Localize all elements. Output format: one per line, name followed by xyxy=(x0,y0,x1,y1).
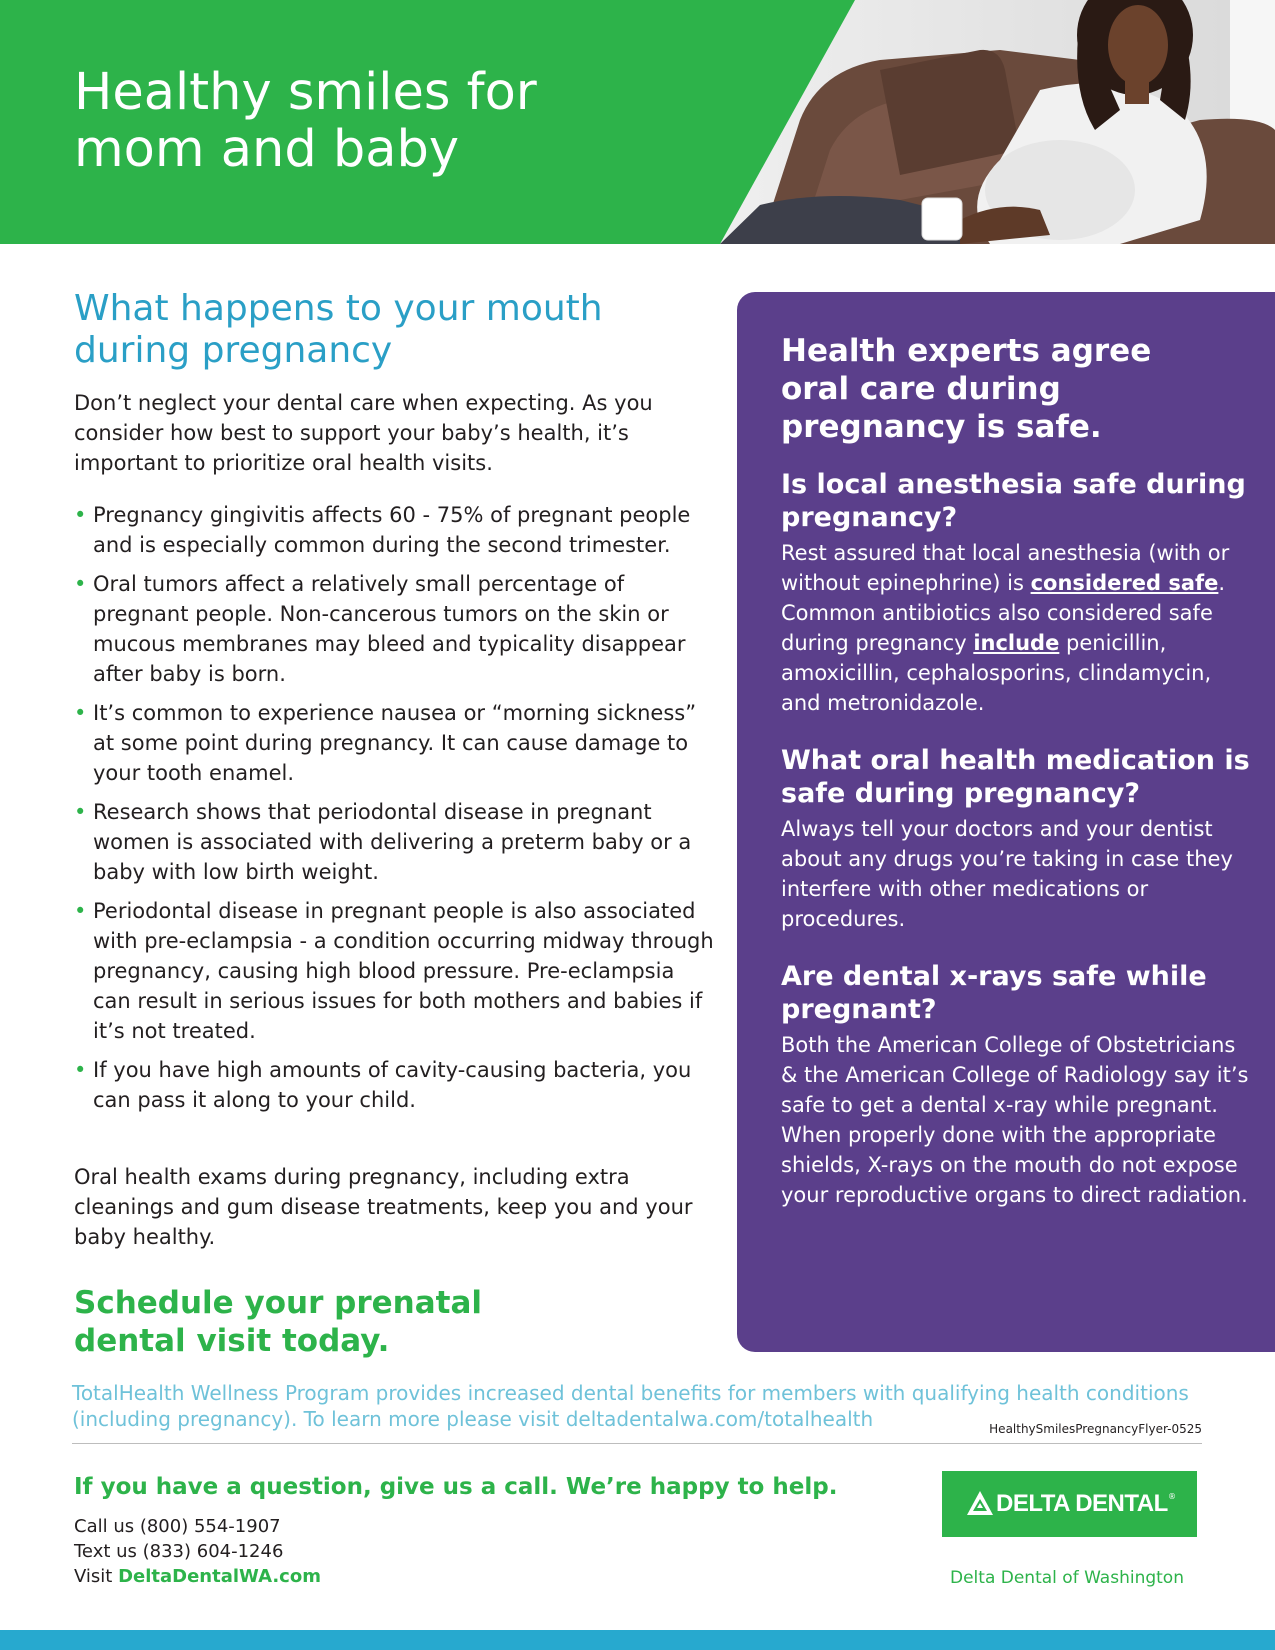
outro-paragraph: Oral health exams during pregnancy, including extra cleanings and gum disease treatments, keep you and your baby healthy. xyxy=(74,1165,693,1249)
delta-triangle-icon xyxy=(966,1490,994,1516)
faq-answer-anesthesia xyxy=(781,538,1251,718)
organization-name: Delta Dental of Washington xyxy=(950,1568,1184,1588)
bullet-icon: • xyxy=(74,1058,87,1082)
answer-text: Rest assured that local anesthesia (with or without epinephrine) is xyxy=(781,541,1230,595)
list-item-text: Research shows that periodontal disease in pregnant women is associated with delivering a preterm baby or a baby with low birth weight. xyxy=(93,800,692,884)
answer-text: penicillin, amoxicillin, cephalosporins, clindamycin, and metronidazole. xyxy=(781,631,1212,715)
visit-label: Visit xyxy=(74,1566,119,1587)
section-heading-line-2: during pregnancy xyxy=(74,330,393,371)
bullet-icon: • xyxy=(74,503,87,527)
flyer-code: HealthySmilesPregnancyFlyer-0525 xyxy=(989,1422,1202,1436)
bullet-icon: • xyxy=(74,800,87,824)
list-item xyxy=(74,698,714,788)
panel-title-line-2: oral care during xyxy=(781,371,1061,407)
list-item xyxy=(74,500,714,560)
title-line-1: Healthy smiles for xyxy=(74,63,537,122)
include-link[interactable]: include xyxy=(973,631,1060,655)
answer-text: . Common antibiotics also considered safe during pregnancy xyxy=(781,571,1226,655)
bullet-icon: • xyxy=(74,572,87,596)
contact-heading: If you have a question, give us a call. We’re happy to help. xyxy=(74,1474,838,1500)
list-item-text: Oral tumors affect a relatively small percentage of pregnant people. Non-cancerous tumors on the skin or mucous membranes may bleed and typicality disappear after baby is born. xyxy=(93,572,686,686)
cta-line-2: dental visit today. xyxy=(74,1323,390,1359)
wellness-line-1: TotalHealth Wellness Program provides increased dental benefits for members with qualifying health conditions xyxy=(72,1381,1189,1405)
section-heading xyxy=(74,288,674,372)
considered-safe-link[interactable]: considered safe xyxy=(1030,571,1219,595)
contact-info xyxy=(74,1514,574,1589)
panel-title-line-3: pregnancy is safe. xyxy=(781,409,1102,445)
logo-wordmark: DELTA DENTAL xyxy=(996,1490,1168,1517)
list-item xyxy=(74,896,714,1046)
bullet-icon: • xyxy=(74,899,87,923)
cta-line-1: Schedule your prenatal xyxy=(74,1285,483,1321)
list-item-text: Periodontal disease in pregnant people is also associated with pre-eclampsia - a condition occurring midway through pregnancy, causing high blood pressure. Pre-eclampsia can result in serious issues for both mothers and babies if it’s not treated. xyxy=(93,899,714,1043)
bottom-color-bar xyxy=(0,1630,1275,1650)
faq-question-xrays: Are dental x-rays safe while pregnant? xyxy=(781,961,1207,1025)
faq-question-medication: What oral health medication is safe during pregnancy? xyxy=(781,745,1250,809)
list-item xyxy=(74,797,714,887)
schedule-visit-callout xyxy=(74,1284,634,1360)
bullet-icon: • xyxy=(74,701,87,725)
panel-title xyxy=(781,332,1251,446)
faq-answer-medication: Always tell your doctors and your dentist about any drugs you’re taking in case they interfere with other medications or procedures. xyxy=(781,817,1233,931)
divider xyxy=(72,1443,1202,1444)
list-item-text: Pregnancy gingivitis affects 60 - 75% of pregnant people and is especially common during the second trimester. xyxy=(93,503,691,557)
faq-question-anesthesia: Is local anesthesia safe during pregnancy? xyxy=(781,469,1246,533)
pregnancy-effects-list xyxy=(74,500,714,1124)
section-heading-line-1: What happens to your mouth xyxy=(74,288,603,329)
panel-title-line-1: Health experts agree xyxy=(781,333,1152,369)
list-item xyxy=(74,1055,714,1115)
list-item-text: It’s common to experience nausea or “morning sickness” at some point during pregnancy. It can cause damage to your tooth enamel. xyxy=(93,701,697,785)
intro-paragraph: Don’t neglect your dental care when expecting. As you consider how best to support your baby’s health, it’s important to prioritize oral health visits. xyxy=(74,391,653,475)
website-link[interactable]: DeltaDentalWA.com xyxy=(118,1566,321,1587)
title-line-2: mom and baby xyxy=(74,120,460,179)
faq-panel-content xyxy=(781,332,1251,1236)
list-item xyxy=(74,569,714,689)
phone-call: Call us (800) 554-1907 xyxy=(74,1516,281,1537)
faq-answer-xrays: Both the American College of Obstetricians & the American College of Radiology say it’s safe to get a dental x-ray while pregnant. When properly done with the appropriate shields, X-rays on the mouth do not expose your reproductive organs to direct radiation. xyxy=(781,1033,1249,1207)
list-item-text: If you have high amounts of cavity-causing bacteria, you can pass it along to your child. xyxy=(93,1058,692,1112)
registered-mark: ® xyxy=(1168,1492,1176,1501)
phone-text: Text us (833) 604-1246 xyxy=(74,1541,284,1562)
wellness-line-2: (including pregnancy). To learn more please visit deltadentalwa.com/totalhealth xyxy=(72,1407,874,1431)
page-title xyxy=(74,64,694,178)
